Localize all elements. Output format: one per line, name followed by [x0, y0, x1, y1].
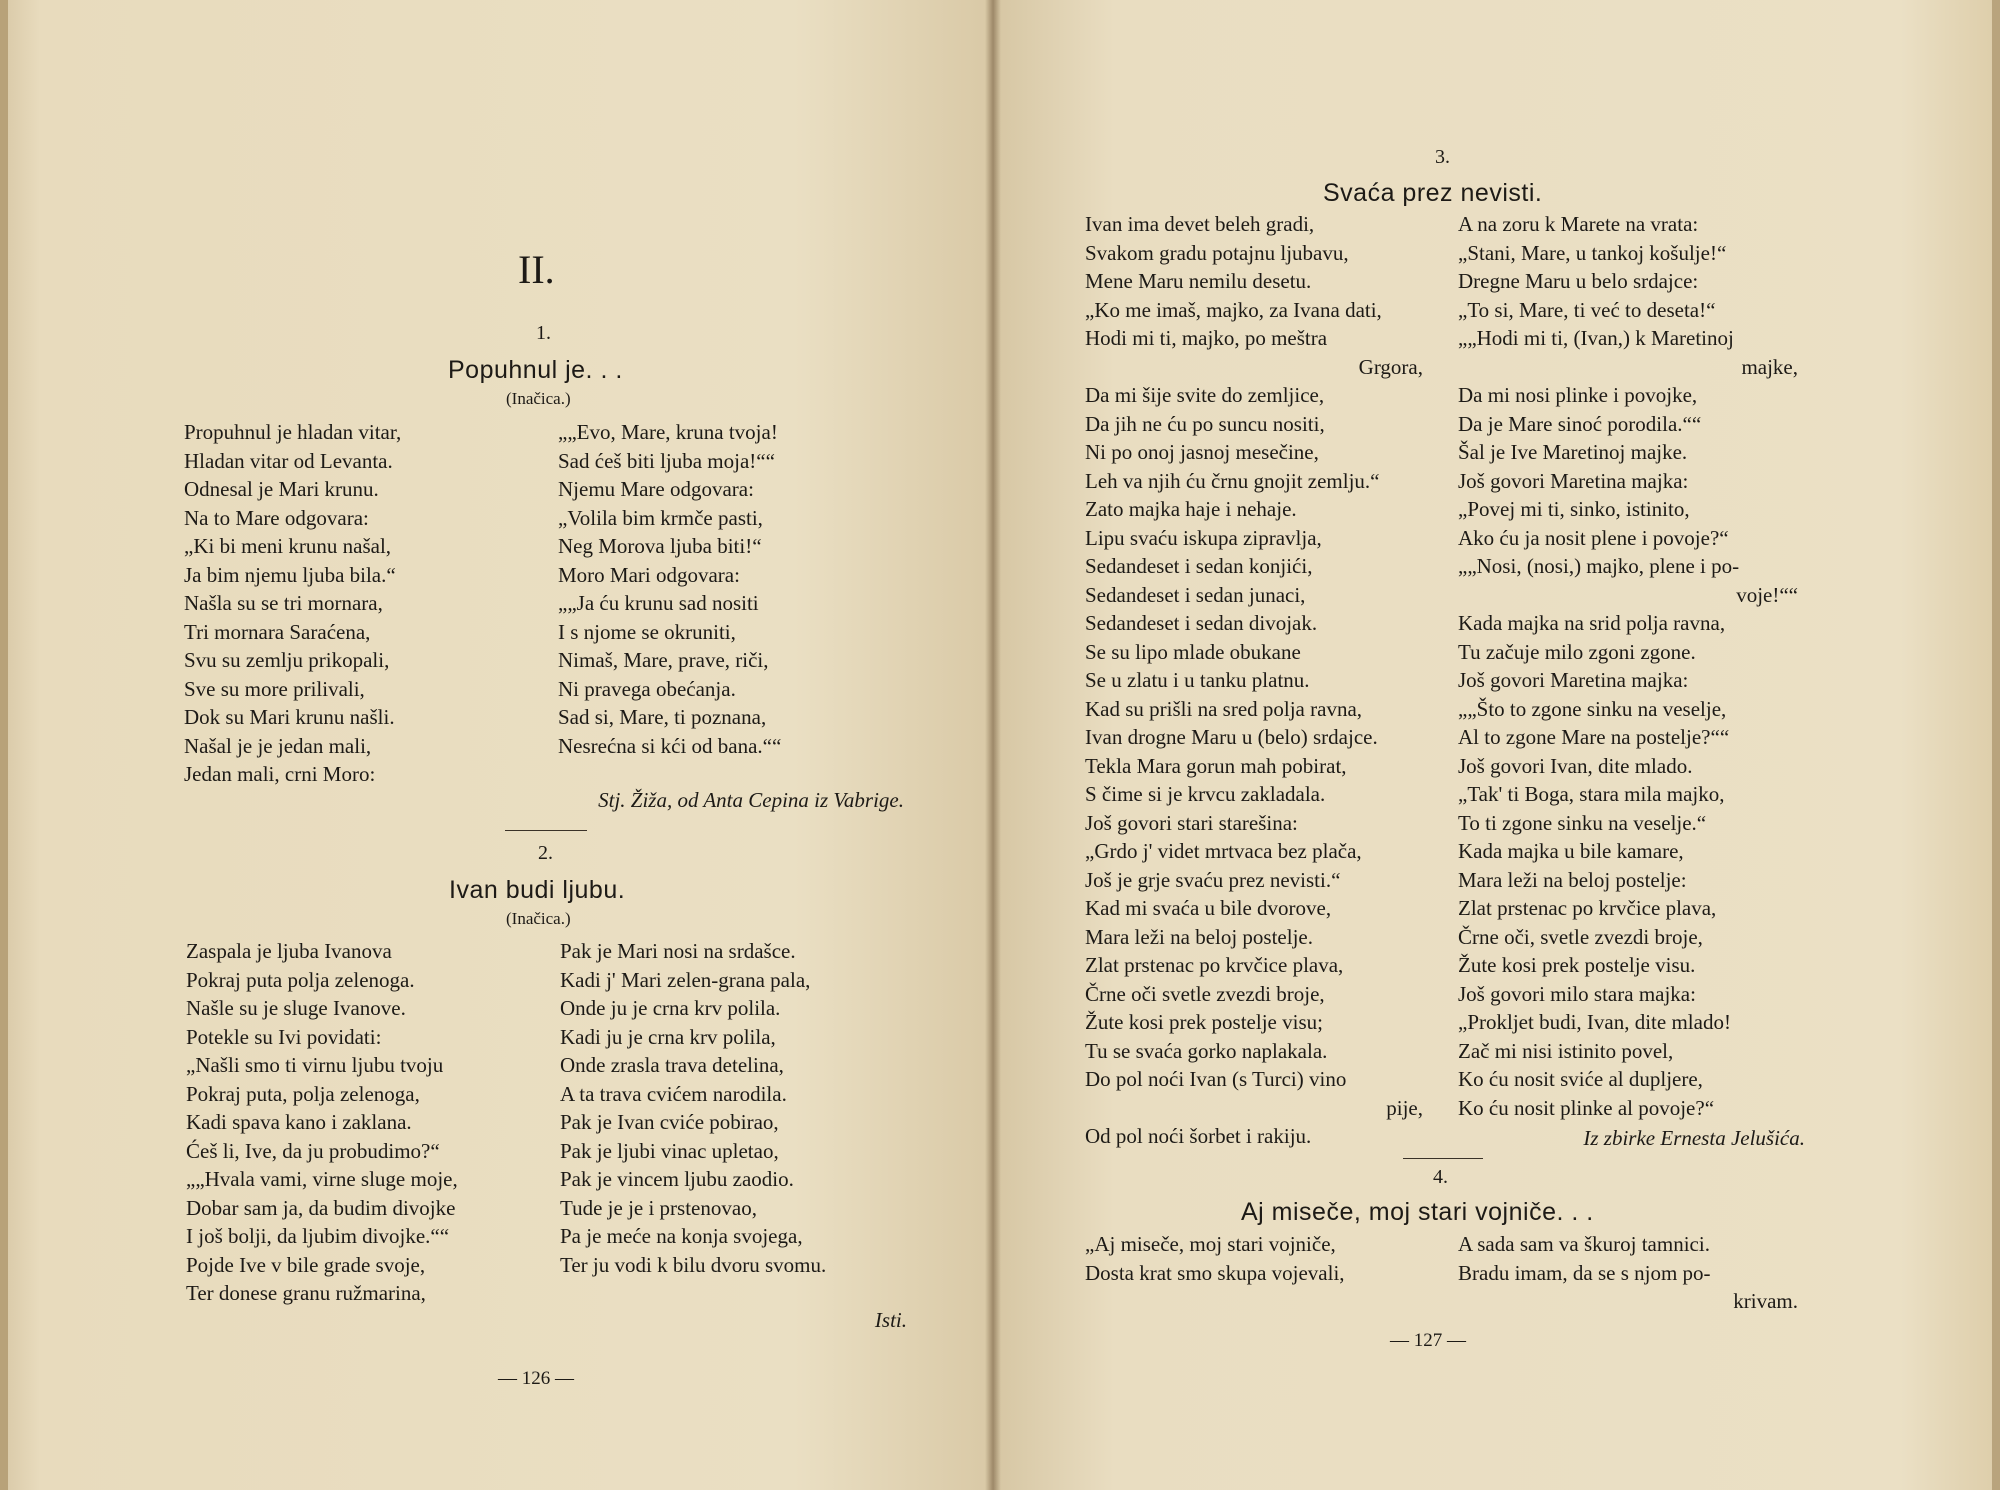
verse-line: Zaspala je ljuba Ivanova: [186, 939, 392, 963]
verse-line: Našal je je jedan mali,: [184, 733, 372, 758]
verse-line: „Volila bim krmče pasti,: [558, 505, 763, 530]
verse-line: Sve su more prilivali,: [184, 676, 365, 701]
verse-line: Još govori Maretina majka:: [1458, 668, 1689, 692]
verse-line: Šal je Ive Maretinoj majke.: [1458, 440, 1688, 464]
verse-line: Kadi ju je crna krv polila,: [560, 1024, 776, 1049]
poem-title: Aj miseče, moj stari vojniče. . .: [1241, 1198, 1594, 1226]
verse-line: Kad su prišli na sred polja ravna,: [1085, 696, 1363, 721]
verse-line: Svakom gradu potajnu ljubavu,: [1085, 240, 1349, 265]
verse-line: „„Hodi mi ti, (Ivan,) k Maretinoj: [1458, 326, 1734, 350]
verse-line: Potekle su Ivi povidati:: [186, 1024, 382, 1049]
verse-line: „To si, Mare, ti već to deseta!“: [1458, 297, 1716, 322]
verse-line: A na zoru k Marete na vrata:: [1458, 212, 1699, 236]
verse-line: Da mi nosi plinke i povojke,: [1458, 383, 1698, 407]
poem-column-left: [184, 418, 401, 789]
verse-line: Tu začuje milo zgoni zgone.: [1458, 639, 1696, 664]
verse-line: „Ki bi meni krunu našal,: [184, 534, 392, 558]
verse-line: Da jih ne ću po suncu nositi,: [1085, 411, 1325, 436]
poem-number: 4.: [1433, 1166, 1448, 1188]
poem-attribution: Iz zbirke Ernesta Jelušića.: [1583, 1126, 1805, 1150]
verse-line: Hladan vitar od Levanta.: [184, 448, 393, 473]
verse-line: majke,: [1741, 354, 1798, 379]
verse-line: Nesrećna si kći od bana.““: [558, 733, 782, 758]
verse-line: Zlat prstenac po krvčice plava,: [1458, 896, 1717, 920]
verse-line: „„Što to zgone sinku na veselje,: [1458, 696, 1727, 721]
verse-line: Kada majka u bile kamare,: [1458, 839, 1684, 863]
verse-line: pije,: [1386, 1095, 1423, 1120]
book-gutter: [985, 0, 1001, 1490]
verse-line: „Povej mi ti, sinko, istinito,: [1458, 497, 1690, 521]
verse-line: „„Ja ću krunu sad nositi: [558, 591, 759, 615]
verse-line: Sad ćeš biti ljuba moja!““: [558, 448, 775, 473]
poem-title: Popuhnul je. . .: [448, 356, 623, 384]
section-divider: [1403, 1158, 1483, 1159]
verse-line: Tekla Mara gorun mah pobirat,: [1085, 753, 1347, 778]
verse-line: Odnesal je Mari krunu.: [184, 477, 379, 501]
verse-line: Dosta krat smo skupa vojevali,: [1085, 1260, 1345, 1285]
verse-line: Ivan drogne Maru u (belo) srdajce.: [1085, 725, 1378, 749]
verse-line: Ivan ima devet beleh gradi,: [1085, 212, 1315, 236]
verse-line: Mara leži na beloj postelje.: [1085, 924, 1313, 949]
verse-line: „„Hvala vami, virne sluge moje,: [186, 1167, 458, 1191]
verse-line: Mara leži na beloj postelje:: [1458, 867, 1687, 892]
page-edge: [0, 0, 8, 1490]
verse-line: Propuhnul je hladan vitar,: [184, 420, 402, 444]
verse-line: Hodi mi ti, majko, po meštra: [1085, 326, 1328, 350]
verse-line: Zato majka haje i nehaje.: [1085, 497, 1297, 521]
verse-line: Pojde Ive v bile grade svoje,: [186, 1252, 426, 1277]
verse-line: „Našli smo ti virnu ljubu tvoju: [186, 1053, 444, 1077]
verse-line: Kad mi svaća u bile dvorove,: [1085, 896, 1332, 920]
verse-line: Kadi spava kano i zaklana.: [186, 1110, 412, 1134]
verse-line: Da je Mare sinoć porodila.““: [1458, 411, 1702, 436]
page-number: — 127 —: [1390, 1330, 1466, 1351]
verse-line: Črne oči svetle zvezdi broje,: [1085, 981, 1325, 1006]
poem-title: Ivan budi ljubu.: [449, 876, 626, 904]
verse-line: Tude je je i prstenovao,: [560, 1195, 757, 1220]
verse-line: Sedandeset i sedan divojak.: [1085, 611, 1318, 635]
poem-number: 1.: [536, 322, 551, 344]
verse-line: „Grdo j' videt mrtvaca bez plača,: [1085, 839, 1362, 863]
verse-line: Ćeš li, Ive, da ju probudimo?“: [186, 1138, 440, 1163]
verse-line: Kada majka na srid polja ravna,: [1458, 611, 1726, 635]
verse-line: Na to Mare odgovara:: [184, 505, 369, 530]
poem-number: 2.: [538, 842, 553, 864]
verse-line: Ter donese granu ružmarina,: [186, 1281, 426, 1305]
verse-line: voje!““: [1736, 582, 1798, 607]
verse-line: „„Evo, Mare, kruna tvoja!: [558, 420, 778, 444]
verse-line: Ja bim njemu ljuba bila.“: [184, 562, 396, 587]
verse-line: Moro Mari odgovara:: [558, 562, 740, 587]
verse-line: Tu se svaća gorko naplakala.: [1085, 1038, 1328, 1063]
verse-line: Žute kosi prek postelje visu.: [1458, 953, 1696, 977]
poem-title: Svaća prez nevisti.: [1323, 179, 1543, 207]
verse-line: Bradu imam, da se s njom po-: [1458, 1260, 1711, 1285]
verse-line: Dregne Maru u belo srdajce:: [1458, 269, 1699, 293]
verse-line: Grgora,: [1358, 354, 1423, 379]
verse-line: Pak je vincem ljubu zaodio.: [560, 1167, 794, 1191]
verse-line: A sada sam va škuroj tamnici.: [1458, 1232, 1710, 1256]
verse-line: Ni po onoj jasnoj mesečine,: [1085, 440, 1319, 464]
verse-line: Pak je Ivan cviće pobirao,: [560, 1110, 779, 1134]
verse-line: Do pol noći Ivan (s Turci) vino: [1085, 1067, 1347, 1091]
poem-attribution: Stj. Žiža, od Anta Cepina iz Vabrige.: [598, 788, 904, 812]
verse-line: „Ko me imaš, majko, za Ivana dati,: [1085, 297, 1382, 322]
verse-line: Dobar sam ja, da budim divojke: [186, 1195, 456, 1220]
verse-line: S čime si je krvcu zakladala.: [1085, 782, 1326, 806]
verse-line: Mene Maru nemilu desetu.: [1085, 269, 1312, 293]
verse-line: „Aj miseče, moj stari vojniče,: [1085, 1232, 1336, 1256]
verse-line: Njemu Mare odgovara:: [558, 477, 754, 501]
section-divider: [505, 830, 587, 831]
verse-line: Jedan mali, crni Moro:: [184, 762, 376, 786]
verse-line: Zač mi nisi istinito povel,: [1458, 1038, 1674, 1063]
verse-line: Da mi šije svite do zemljice,: [1085, 383, 1325, 407]
verse-line: Se u zlatu i u tanku platnu.: [1085, 668, 1310, 692]
poem-column-right: [1458, 210, 1798, 1122]
verse-line: Žute kosi prek postelje visu;: [1085, 1010, 1323, 1034]
poem-attribution: Isti.: [874, 1308, 907, 1332]
verse-line: I s njome se okruniti,: [558, 619, 736, 644]
verse-line: Neg Morova ljuba biti!“: [558, 534, 762, 558]
poem-column-right: [558, 418, 781, 760]
verse-line: Ko ću nosit plinke al povoje?“: [1458, 1095, 1715, 1120]
verse-line: Ako ću ja nosit plene i povoje?“: [1458, 525, 1729, 550]
verse-line: Pak je Mari nosi na srdašce.: [560, 939, 796, 963]
verse-line: Ter ju vodi k bilu dvoru svomu.: [560, 1252, 827, 1277]
verse-line: Leh va njih ću črnu gnojit zemlju.“: [1085, 468, 1380, 493]
verse-line: To ti zgone sinku na veselje.“: [1458, 810, 1707, 835]
page-edge: [1992, 0, 2000, 1490]
verse-line: Dok su Mari krunu našli.: [184, 705, 395, 729]
verse-line: Još govori milo stara majka:: [1458, 981, 1696, 1006]
verse-line: A ta trava cvićem narodila.: [560, 1081, 787, 1106]
verse-line: Ni pravega obećanja.: [558, 676, 736, 701]
verse-line: Pak je ljubi vinac upletao,: [560, 1138, 779, 1163]
verse-line: „Stani, Mare, u tankoj košulje!“: [1458, 240, 1727, 265]
verse-line: Još je grje svaću prez nevisti.“: [1085, 867, 1341, 892]
verse-line: Onde ju je crna krv polila.: [560, 996, 781, 1020]
verse-line: Nimaš, Mare, prave, riči,: [558, 648, 769, 672]
verse-line: Kadi j' Mari zelen-grana pala,: [560, 967, 811, 992]
verse-line: Sedandeset i sedan konjići,: [1085, 554, 1313, 578]
verse-line: Još govori Maretina majka:: [1458, 468, 1689, 493]
poem-column-left: [1085, 1230, 1345, 1287]
verse-line: Našle su je sluge Ivanove.: [186, 996, 406, 1020]
verse-line: Još govori Ivan, dite mlado.: [1458, 753, 1693, 778]
verse-line: Tri mornara Saraćena,: [184, 619, 371, 644]
verse-line: Našla su se tri mornara,: [184, 591, 383, 615]
verse-line: Ko ću nosit sviće al dupljere,: [1458, 1067, 1703, 1091]
verse-line: I još bolji, da ljubim divojke.““: [186, 1224, 450, 1248]
poem-number: 3.: [1435, 146, 1450, 168]
verse-line: Zlat prstenac po krvčice plava,: [1085, 953, 1344, 977]
verse-line: Sedandeset i sedan junaci,: [1085, 582, 1306, 607]
page-number: — 126 —: [498, 1368, 574, 1389]
poem-subtitle: (Inačica.): [506, 909, 571, 928]
verse-line: „Prokljet budi, Ivan, dite mlado!: [1458, 1010, 1731, 1034]
section-numeral: II.: [518, 247, 555, 292]
poem-column-left: [186, 937, 458, 1308]
poem-subtitle: (Inačica.): [506, 389, 571, 408]
left-page: [0, 0, 993, 1490]
verse-line: Lipu svaću iskupa zipravlja,: [1085, 525, 1322, 550]
verse-line: Pa je meće na konja svojega,: [560, 1224, 803, 1248]
right-page: [993, 0, 2000, 1490]
verse-line: Još govori stari starešina:: [1085, 810, 1298, 835]
verse-line: Od pol noći šorbet i rakiju.: [1085, 1124, 1312, 1148]
verse-line: Svu su zemlju prikopali,: [184, 648, 390, 672]
verse-line: Pokraj puta polja zelenoga.: [186, 967, 415, 992]
verse-line: Pokraj puta, polja zelenoga,: [186, 1081, 420, 1106]
verse-line: „Tak' ti Boga, stara mila majko,: [1458, 782, 1725, 806]
verse-line: Onde zrasla trava detelina,: [560, 1053, 784, 1077]
verse-line: Al to zgone Mare na postelje?““: [1458, 725, 1730, 749]
verse-line: „„Nosi, (nosi,) majko, plene i po-: [1458, 554, 1740, 578]
verse-line: Se su lipo mlade obukane: [1085, 639, 1301, 664]
poem-column-left: [1085, 210, 1423, 1151]
poem-column-right: [1458, 1230, 1798, 1316]
verse-line: Črne oči, svetle zvezdi broje,: [1458, 924, 1703, 949]
verse-line: krivam.: [1733, 1289, 1798, 1313]
verse-line: Sad si, Mare, ti poznana,: [558, 705, 767, 729]
poem-column-right: [560, 937, 826, 1279]
